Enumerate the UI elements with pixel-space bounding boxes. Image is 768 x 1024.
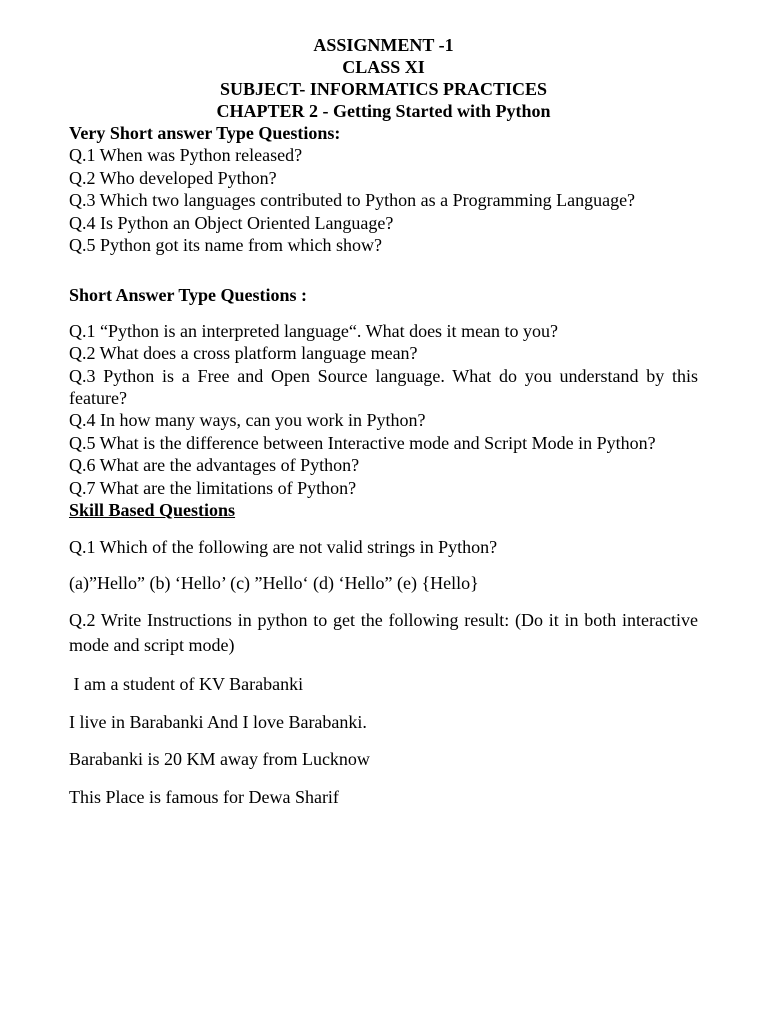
- very-short-question-1: Q.1 When was Python released?: [69, 145, 303, 166]
- short-section-title: Short Answer Type Questions :: [69, 285, 308, 306]
- short-question-3: Q.3 Python is a Free and Open Source language. What do you understand by this feature?: [69, 365, 698, 409]
- class-label: CLASS XI: [342, 57, 425, 77]
- skill-question-1-options: (a)”Hello” (b) ‘Hello’ (c) ”Hello‘ (d) ‘Hello” (e) {Hello}: [69, 572, 479, 593]
- assignment-title: ASSIGNMENT -1: [313, 35, 454, 55]
- subject-label: SUBJECT- INFORMATICS PRACTICES: [219, 79, 548, 99]
- very-short-question-5: Q.5 Python got its name from which show?: [69, 235, 382, 256]
- short-question-4: Q.4 In how many ways, can you work in Python?: [69, 410, 426, 431]
- short-question-6: Q.6 What are the advantages of Python?: [69, 455, 360, 476]
- output-line-2: I live in Barabanki And I love Barabanki.: [69, 711, 367, 732]
- chapter-label: CHAPTER 2 - Getting Started with Python: [216, 101, 551, 121]
- output-line-1: I am a student of KV Barabanki: [69, 674, 304, 695]
- short-question-7: Q.7 What are the limitations of Python?: [69, 477, 357, 498]
- skill-section-title: Skill Based Questions: [69, 500, 236, 521]
- skill-question-2: Q.2 Write Instructions in python to get the following result: (Do it in both interactive mode and script mode): [69, 610, 698, 656]
- very-short-section-title: Very Short answer Type Questions:: [69, 123, 341, 143]
- section-spacer: [69, 256, 698, 284]
- very-short-question-2: Q.2 Who developed Python?: [69, 167, 277, 188]
- skill-question-1: Q.1 Which of the following are not valid strings in Python?: [69, 536, 498, 557]
- short-question-5: Q.5 What is the difference between Interactive mode and Script Mode in Python?: [69, 432, 656, 453]
- output-line-4: This Place is famous for Dewa Sharif: [69, 786, 339, 807]
- short-question-1: Q.1 “Python is an interpreted language“. What does it mean to you?: [69, 320, 559, 341]
- assignment-page: [69, 34, 698, 808]
- short-question-2: Q.2 What does a cross platform language mean?: [69, 343, 418, 364]
- output-line-3: Barabanki is 20 KM away from Lucknow: [69, 749, 370, 770]
- very-short-question-4: Q.4 Is Python an Object Oriented Language?: [69, 212, 394, 233]
- very-short-question-3: Q.3 Which two languages contributed to Python as a Programming Language?: [69, 190, 636, 211]
